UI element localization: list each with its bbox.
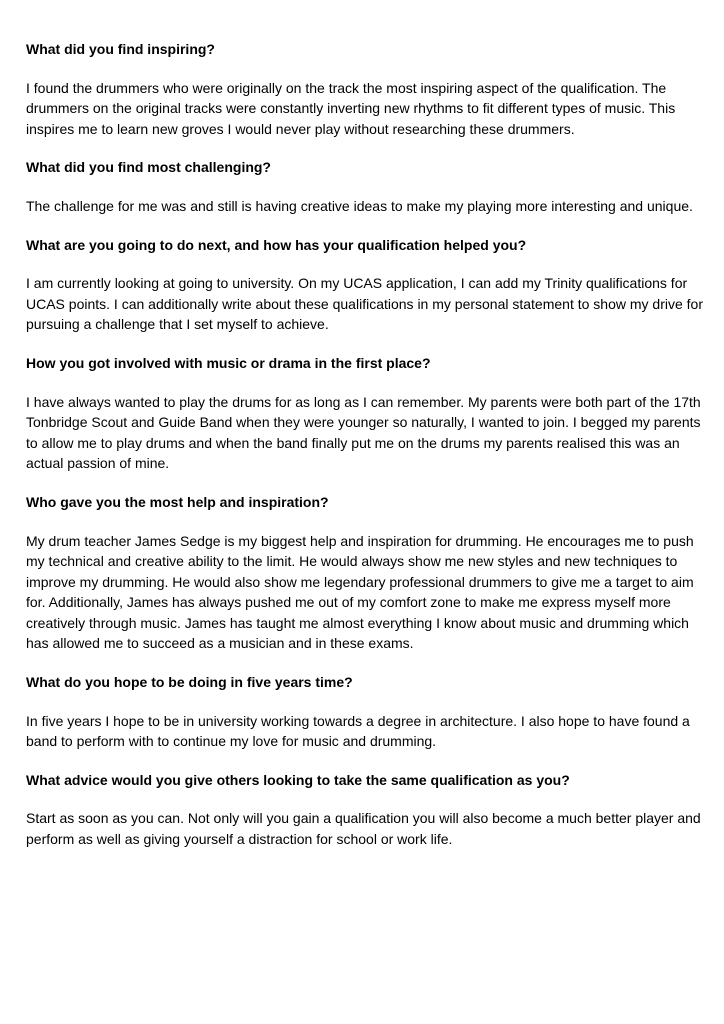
document-page: [26, 39, 706, 868]
answer-paragraph: In five years I hope to be in university working towards a degree in architecture. I also hope to have found a band to perform with to continue my love for music and drumming.: [26, 712, 690, 750]
answer-paragraph: I am currently looking at going to university. On my UCAS application, I can add my Trinity qualifications for UCAS points. I can additionally write about these qualifications in my personal statement to show my drive for pursuing a challenge that I set myself to achieve.: [26, 275, 703, 333]
question-heading: How you got involved with music or drama in the first place?: [26, 354, 431, 371]
answer-paragraph: The challenge for me was and still is having creative ideas to make my playing more interesting and unique.: [26, 197, 693, 214]
question-heading: What are you going to do next, and how has your qualification helped you?: [26, 236, 527, 253]
question-heading: What did you find inspiring?: [26, 41, 215, 57]
qa-section-getting-involved: [26, 353, 706, 474]
answer-paragraph: I found the drummers who were originally on the track the most inspiring aspect of the qualification. The drummers on the original tracks were constantly inverting new rhythms to fit different types of music. This inspires me to learn new groves I would never play without researching these drummers.: [26, 79, 676, 137]
question-heading: Who gave you the most help and inspiration?: [26, 493, 329, 510]
answer-paragraph: Start as soon as you can. Not only will you gain a qualification you will also become a much better player and perform as well as giving yourself a distraction for school or work life.: [26, 810, 701, 848]
qa-section-five-years: [26, 672, 706, 752]
qa-section-advice: [26, 770, 706, 850]
answer-paragraph: My drum teacher James Sedge is my biggest help and inspiration for drumming. He encourages me to push my technical and creative ability to the limit. He would always show me new styles and new techniques to improve my drumming. He would also show me legendary professional drummers to give me a target to aim for. Additionally, James has always pushed me out of my comfort zone to make me express myself more creatively through music. James has taught me almost everything I know about music and drumming which has allowed me to succeed as a musician and in these exams.: [26, 532, 694, 652]
qa-section-next-steps: [26, 235, 706, 335]
question-heading: What advice would you give others looking to take the same qualification as you?: [26, 771, 570, 788]
qa-section-help-inspiration: [26, 492, 706, 654]
qa-section-challenging: [26, 157, 706, 216]
qa-section-inspiring: [26, 39, 706, 139]
question-heading: What do you hope to be doing in five years time?: [26, 674, 353, 691]
answer-paragraph: I have always wanted to play the drums for as long as I can remember. My parents were both part of the 17th Tonbridge Scout and Guide Band when they were younger so naturally, I wanted to join. I begged my parents to allow me to play drums and when the band finally put me on the drums my parents realised this was an actual passion of mine.: [26, 393, 701, 472]
question-heading: What did you find most challenging?: [26, 159, 271, 176]
